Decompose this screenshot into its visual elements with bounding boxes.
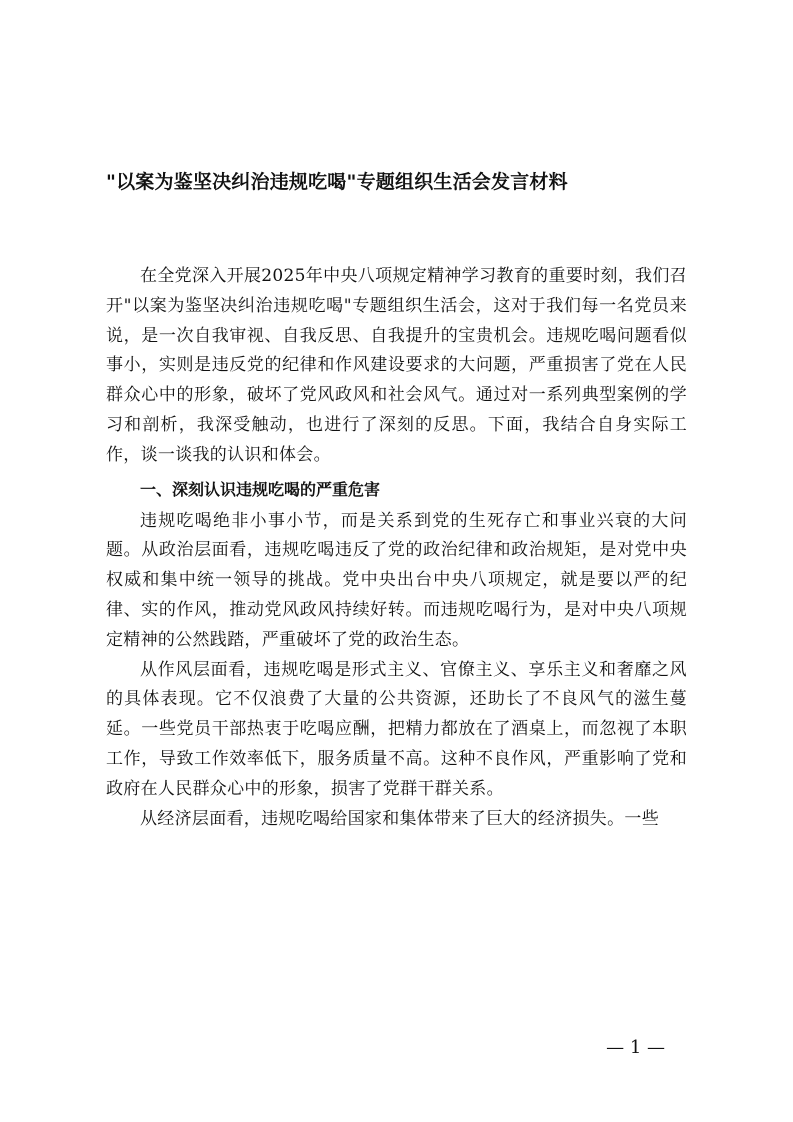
document-body	[106, 262, 687, 834]
style-paragraph: 从作风层面看，违规吃喝是形式主义、官僚主义、享乐主义和奢靡之风的具体表现。它不仅浪费了大量的公共资源，还助长了不良风气的滋生蔓延。一些党员干部热衷于吃喝应酬，把精力都放在了酒桌上，而忽视了本职工作，导致工作效率低下，服务质量不高。这种不良作风，严重影响了党和政府在人民群众心中的形象，损害了党群干群关系。	[106, 659, 687, 799]
document-title: "以案为鉴坚决纠治违规吃喝"专题组织生活会发言材料	[106, 171, 568, 193]
intro-paragraph: 在全党深入开展2025年中央八项规定精神学习教育的重要时刻，我们召开"以案为鉴坚决纠治违规吃喝"专题组织生活会，这对于我们每一名党员来说，是一次自我审视、自我反思、自我提升的宝贵机会。违规吃喝问题看似事小，实则是违反党的纪律和作风建设要求的大问题，严重损害了党在人民群众心中的形象，破坏了党风政风和社会风气。通过对一系列典型案例的学习和剖析，我深受触动，也进行了深刻的反思。下面，我结合自身实际工作，谈一谈我的认识和体会。	[106, 266, 687, 465]
economic-paragraph: 从经济层面看，违规吃喝给国家和集体带来了巨大的经济损失。一些	[140, 808, 659, 829]
page-number: — 1 —	[606, 1037, 665, 1058]
political-paragraph: 违规吃喝绝非小事小节，而是关系到党的生死存亡和事业兴衰的大问题。从政治层面看，违规吃喝违反了党的政治纪律和政治规矩，是对党中央权威和集中统一领导的挑战。党中央出台中央八项规定，就是要以严的纪律、实的作风，推动党风政风持续好转。而违规吃喝行为，是对中央八项规定精神的公然践踏，严重破坏了党的政治生态。	[106, 510, 687, 650]
section-heading: 一、深刻认识违规吃喝的严重危害	[140, 479, 381, 499]
